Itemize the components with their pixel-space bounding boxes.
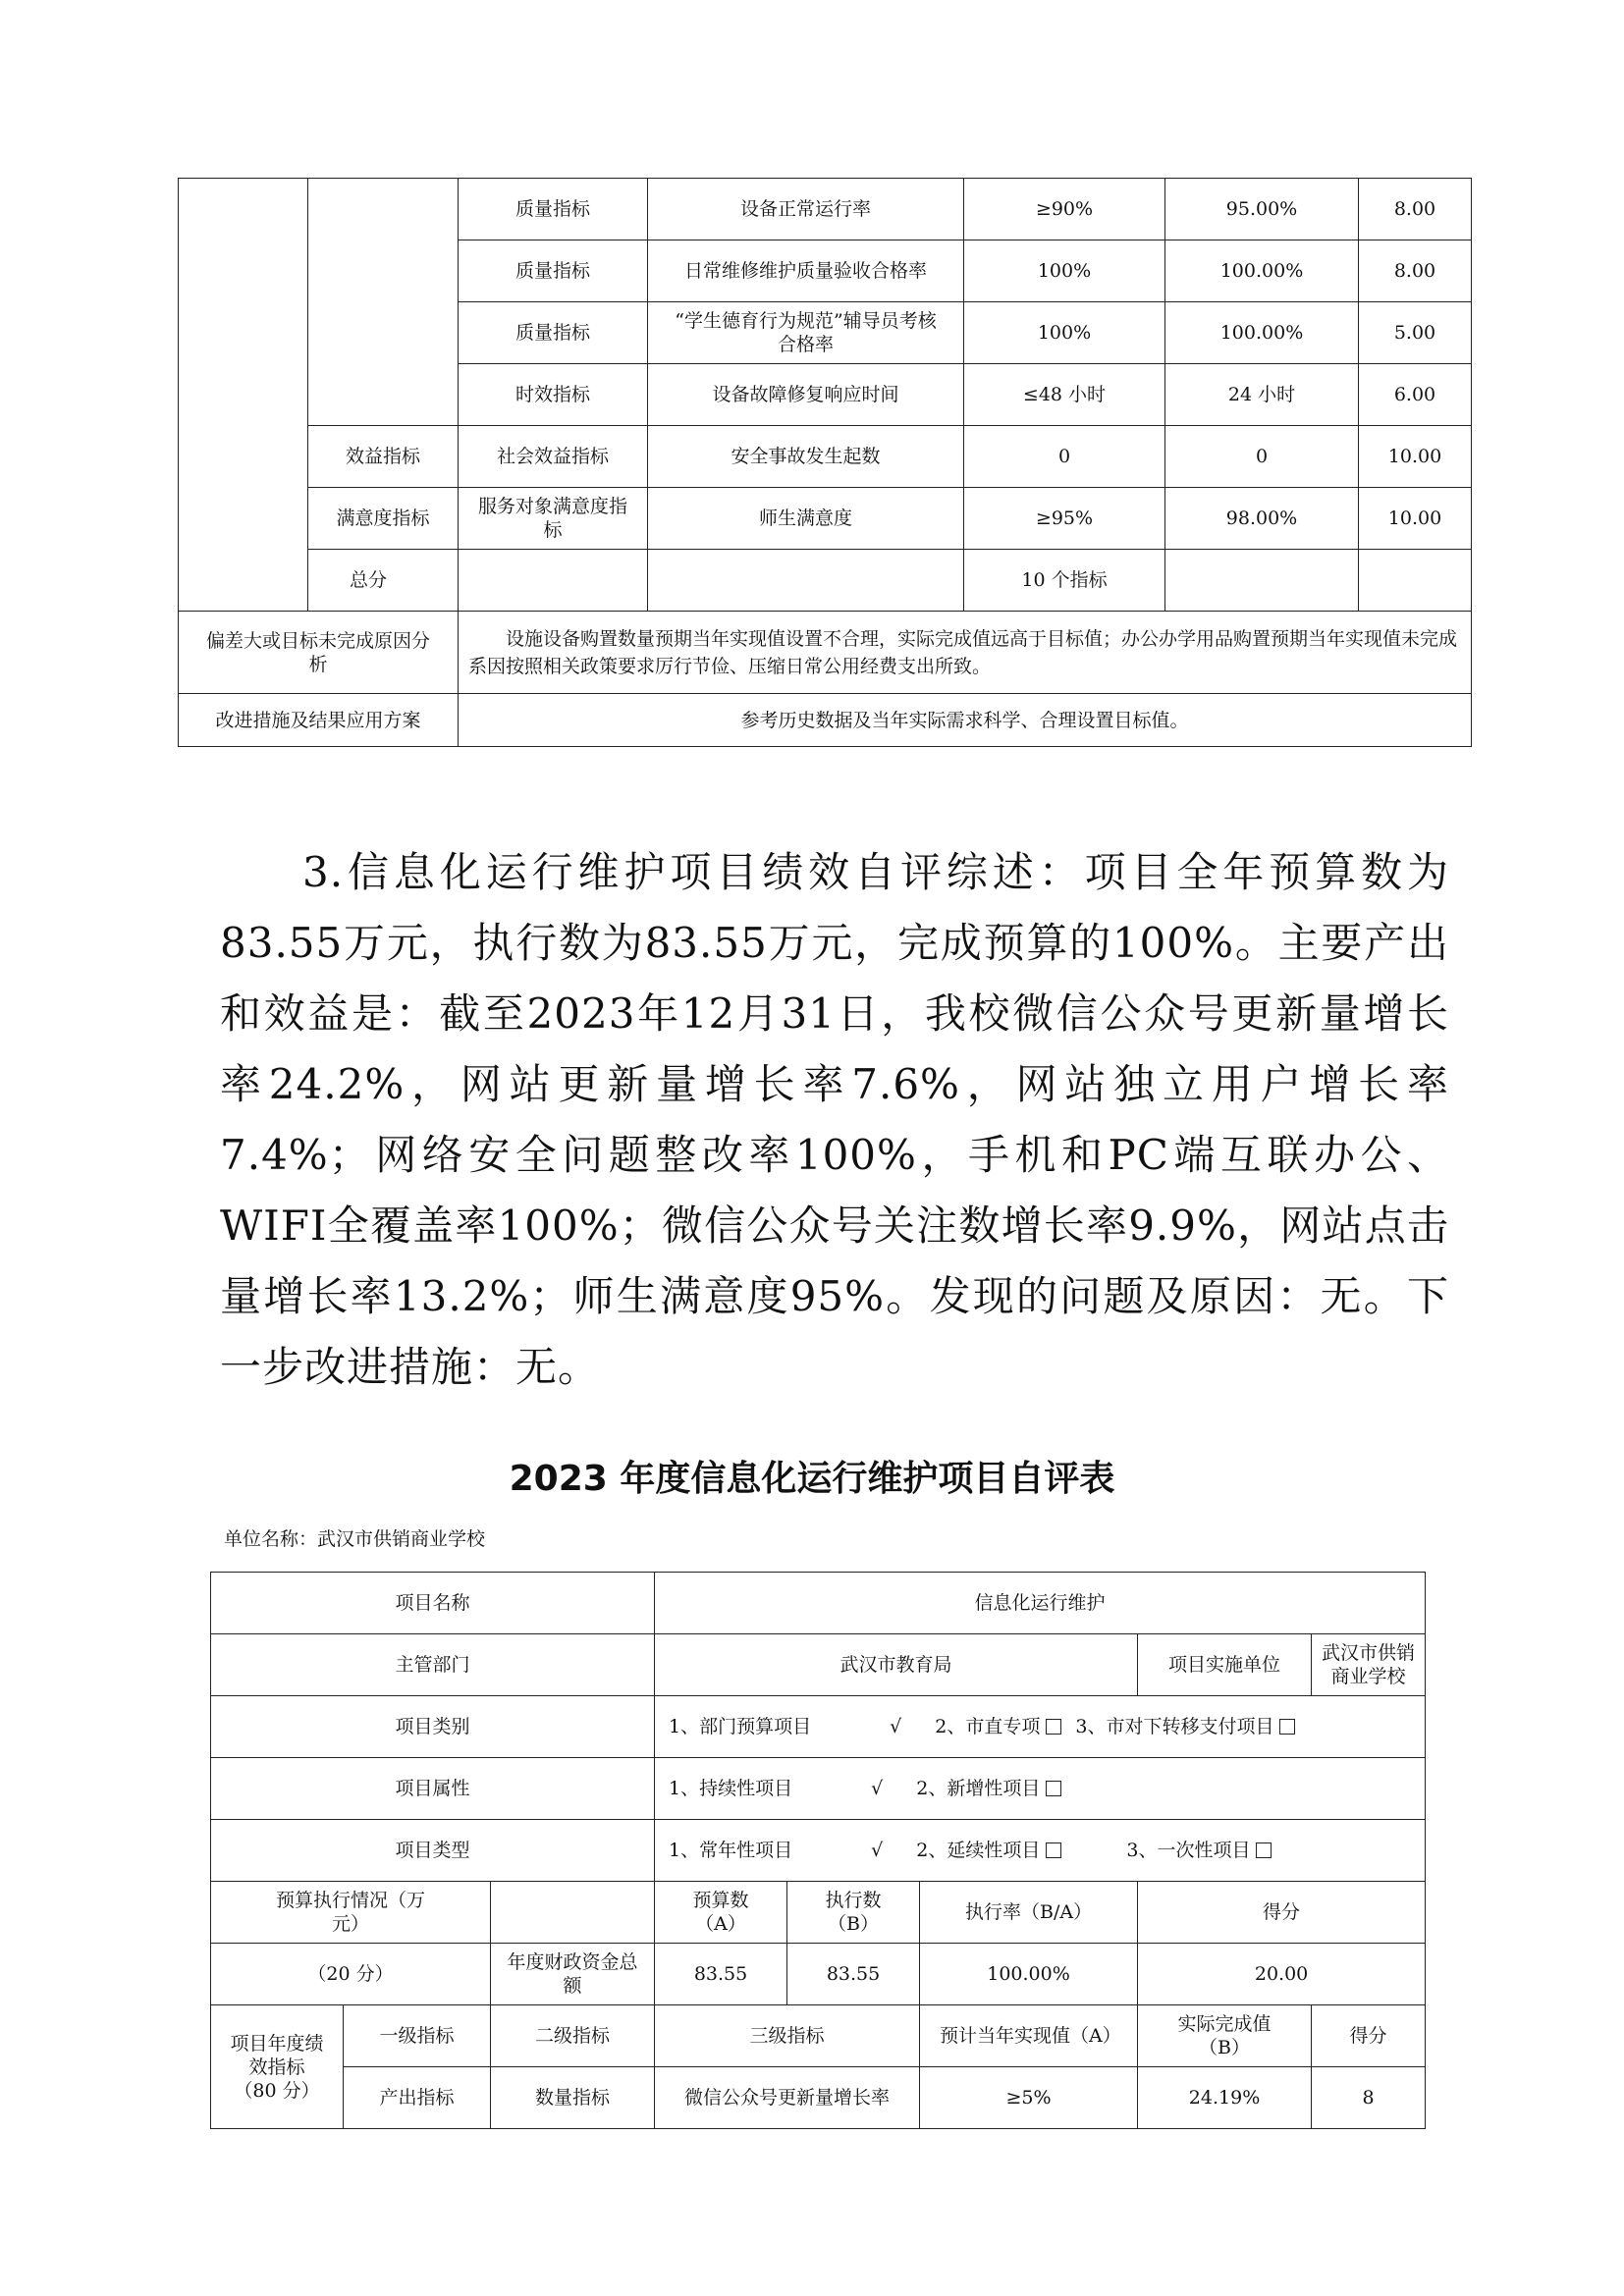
score-cell: 6.00 xyxy=(1359,364,1472,426)
table-row xyxy=(211,1573,1426,1634)
l3-header: 三级指标 xyxy=(655,2005,920,2067)
unit-name-label: 单位名称：武汉市供销商业学校 xyxy=(224,1528,486,1550)
l2-cell: 时效指标 xyxy=(459,364,648,426)
table-row xyxy=(179,488,1472,550)
table-title: 2023 年度信息化运行维护项目自评表 xyxy=(509,1459,1115,1499)
actual-cell: 95.00% xyxy=(1165,179,1359,240)
total-row xyxy=(179,550,1472,612)
l1-cell: 效益指标 xyxy=(308,426,459,488)
dept-label: 主管部门 xyxy=(211,1634,655,1696)
actual-cell: 100.00% xyxy=(1165,302,1359,364)
l2-header: 二级指标 xyxy=(491,2005,655,2067)
target-cell: 100% xyxy=(964,240,1165,302)
table-row xyxy=(211,1696,1426,1758)
target-cell: ≥5% xyxy=(920,2067,1138,2129)
l3-cell: 微信公众号更新量增长率 xyxy=(655,2067,920,2129)
l2-cell: 服务对象满意度指标 xyxy=(459,488,648,550)
target-cell: 100% xyxy=(964,302,1165,364)
impl-value: 武汉市供销商业学校 xyxy=(1312,1634,1426,1696)
actual-cell: 24.19% xyxy=(1138,2067,1312,2129)
attr-label: 项目属性 xyxy=(211,1758,655,1820)
check-mark-icon: √ xyxy=(871,1840,884,1861)
table-row xyxy=(211,1820,1426,1882)
rate-label: 执行率（B/A） xyxy=(920,1882,1138,1944)
table-row xyxy=(211,2005,1426,2067)
target-cell: 0 xyxy=(964,426,1165,488)
l2-cell: 质量指标 xyxy=(459,179,648,240)
self-evaluation-table xyxy=(210,1572,1426,2129)
budget-a-value: 83.55 xyxy=(655,1944,787,2005)
target-cell: ≤48 小时 xyxy=(964,364,1165,426)
performance-table-continued xyxy=(178,178,1472,747)
project-name-label: 项目名称 xyxy=(211,1573,655,1634)
l1-cell: 产出指标 xyxy=(344,2067,491,2129)
rate-value: 100.00% xyxy=(920,1944,1138,2005)
type-label: 项目类型 xyxy=(211,1820,655,1882)
checkbox-empty-icon xyxy=(1046,1842,1061,1858)
l1-cell: 满意度指标 xyxy=(308,488,459,550)
improve-label: 改进措施及结果应用方案 xyxy=(179,694,459,747)
attr-options: 1、持续性项目 √ 2、新增性项目 xyxy=(655,1758,1426,1820)
type-options: 1、常年性项目 √ 2、延续性项目 3、一次性项目 xyxy=(655,1820,1426,1882)
checkbox-empty-icon xyxy=(1256,1842,1272,1858)
table-row xyxy=(211,1944,1426,2005)
deviation-text: 设施设备购置数量预期当年实现值设置不合理，实际完成值远高于目标值；办公办学用品购置预期当年实现值未完成系因按照相关政策要求厉行节俭、压缩日常公用经费支出所致。 xyxy=(459,612,1472,694)
l3-cell: 设备故障修复响应时间 xyxy=(648,364,964,426)
total-count: 10 个指标 xyxy=(964,550,1165,612)
score-cell: 8 xyxy=(1312,2067,1426,2129)
actual-cell: 98.00% xyxy=(1165,488,1359,550)
exec-b-label: 执行数（B） xyxy=(787,1882,920,1944)
target-header: 预计当年实现值（A） xyxy=(920,2005,1138,2067)
actual-header: 实际完成值（B） xyxy=(1138,2005,1312,2067)
l3-cell: 安全事故发生起数 xyxy=(648,426,964,488)
score-cell: 8.00 xyxy=(1359,240,1472,302)
score-cell: 5.00 xyxy=(1359,302,1472,364)
table-row xyxy=(211,1758,1426,1820)
table-row xyxy=(179,426,1472,488)
deviation-label: 偏差大或目标未完成原因分析 xyxy=(179,612,459,694)
improve-text: 参考历史数据及当年实际需求科学、合理设置目标值。 xyxy=(459,694,1472,747)
l3-cell: 日常维修维护质量验收合格率 xyxy=(648,240,964,302)
budget-label: 预算执行情况（万元） xyxy=(211,1882,491,1944)
project-name-value: 信息化运行维护 xyxy=(655,1573,1426,1634)
exec-b-value: 83.55 xyxy=(787,1944,920,2005)
score-label: 得分 xyxy=(1138,1882,1426,1944)
target-cell: ≥95% xyxy=(964,488,1165,550)
l3-cell: “学生德育行为规范”辅导员考核合格率 xyxy=(648,302,964,364)
category-options: 1、部门预算项目 √ 2、市直专项 3、市对下转移支付项目 xyxy=(655,1696,1426,1758)
perf-label: 项目年度绩效指标（80 分） xyxy=(211,2005,344,2129)
score-cell: 10.00 xyxy=(1359,488,1472,550)
l2-cell: 质量指标 xyxy=(459,302,648,364)
table-row xyxy=(211,1882,1426,1944)
impl-label: 项目实施单位 xyxy=(1138,1634,1312,1696)
l1-header: 一级指标 xyxy=(344,2005,491,2067)
total-label: 总分 xyxy=(308,550,459,612)
l3-cell: 设备正常运行率 xyxy=(648,179,964,240)
table-row xyxy=(211,2067,1426,2129)
table-row xyxy=(211,1634,1426,1696)
l2-cell: 社会效益指标 xyxy=(459,426,648,488)
check-mark-icon: √ xyxy=(871,1778,884,1799)
l2-cell: 数量指标 xyxy=(491,2067,655,2129)
actual-cell: 24 小时 xyxy=(1165,364,1359,426)
table-row xyxy=(179,179,1472,240)
checkbox-empty-icon xyxy=(1046,1781,1061,1796)
category-label: 项目类别 xyxy=(211,1696,655,1758)
target-cell: ≥90% xyxy=(964,179,1165,240)
improve-row xyxy=(179,694,1472,747)
budget-score-label: （20 分） xyxy=(211,1944,491,2005)
budget-a-label: 预算数（A） xyxy=(655,1882,787,1944)
l2-cell: 质量指标 xyxy=(459,240,648,302)
checkbox-empty-icon xyxy=(1046,1719,1061,1735)
actual-cell: 100.00% xyxy=(1165,240,1359,302)
dept-value: 武汉市教育局 xyxy=(655,1634,1138,1696)
l3-cell: 师生满意度 xyxy=(648,488,964,550)
score-header: 得分 xyxy=(1312,2005,1426,2067)
budget-score-value: 20.00 xyxy=(1138,1944,1426,2005)
deviation-row xyxy=(179,612,1472,694)
actual-cell: 0 xyxy=(1165,426,1359,488)
narrative-paragraph: 3.信息化运行维护项目绩效自评综述：项目全年预算数为83.55万元，执行数为83.55万元，完成预算的100%。主要产出和效益是：截至2023年12月31日，我校微信公众号更新量增长率24.2%，网站更新量增长率7.6%，网站独立用户增长率7.4%；网络安全问题整改率100%，手机和PC端互联办公、WIFI全覆盖率100%；微信公众号关注数增长率9.9%，网站点击量增长率13.2%；师生满意度95%。发现的问题及原因：无。下一步改进措施：无。 xyxy=(220,848,1449,1391)
checkbox-empty-icon xyxy=(1279,1719,1295,1735)
check-mark-icon: √ xyxy=(890,1716,902,1737)
score-cell: 10.00 xyxy=(1359,426,1472,488)
score-cell: 8.00 xyxy=(1359,179,1472,240)
fund-label: 年度财政资金总额 xyxy=(491,1944,655,2005)
